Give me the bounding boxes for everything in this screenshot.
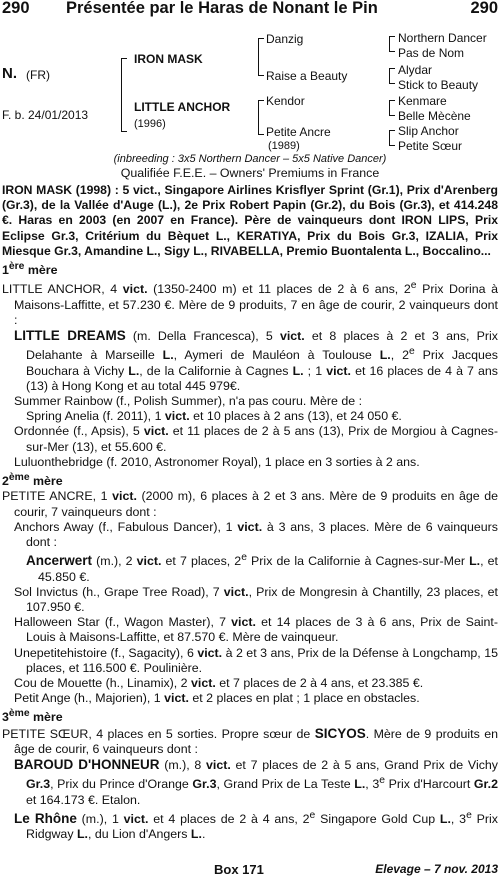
lot-number-right: 290 — [470, 0, 498, 17]
horse-birth: F. b. 24/01/2013 — [2, 108, 89, 122]
box-number: Box 171 — [214, 862, 264, 877]
gg-1: Northern Dancer — [398, 31, 487, 45]
sire-sire: Danzig — [266, 32, 304, 46]
bracket-g3 — [389, 100, 395, 116]
gg-8: Petite Sœur — [398, 139, 463, 153]
page-footer — [0, 862, 500, 878]
entry-luluonthebridge: Luluonthebridge (f. 2010, Astronomer Royal), 1 place en 3 sorties à 2 ans. — [14, 454, 420, 469]
section-third-dam: 3ème mère — [2, 708, 63, 725]
gg-3: Alydar — [398, 63, 433, 77]
qualification: Qualifiée F.E.E. – Owners' Premiums in France — [120, 166, 380, 180]
entry-sol-invictus: Sol Invictus (h., Grape Tree Road), 7 vict., Prix de Mongresin à Chantilly, 23 places, et 107.950 €. — [14, 584, 498, 614]
entry-petit-ange: Petit Ange (h., Majorien), 1 vict. et 2 places en plat ; 1 place en obstacles. — [14, 691, 420, 706]
section-second-dam: 2ème mère — [2, 472, 63, 489]
entry-petite-ancre: PETITE ANCRE, 1 vict. (2000 m), 6 places à 2 et 3 ans. Mère de 9 produits en âge de courir, 7 vainqueurs dont : — [2, 489, 498, 519]
sire-name: IRON MASK — [134, 52, 203, 66]
section-first-dam: 1ère mère — [2, 261, 58, 278]
gg-2: Pas de Nom — [398, 46, 465, 60]
bracket-dam — [258, 100, 264, 135]
dam-year: (1996) — [134, 118, 166, 130]
entry-spring-anelia: Spring Anelia (f. 2011), 1 vict. et 10 places à 2 ans (13), et 24 050 €. — [26, 409, 402, 424]
bracket-parents — [121, 58, 127, 132]
bracket-g1 — [389, 36, 395, 52]
gg-4: Stick to Beauty — [398, 78, 479, 92]
page-title: Présentée par le Haras de Nonant le Pin — [66, 0, 378, 17]
page-header — [2, 0, 498, 20]
entry-little-anchor: LITTLE ANCHOR, 4 vict. (1350-2400 m) et 11 places de 2 à 6 ans, 2e Prix Dorina à Maisons-Laffitte, et 57.230 €. Mère de 9 produits, 7 en âge de courir, 2 vainqueurs dont : — [2, 280, 498, 327]
bracket-g4 — [389, 130, 395, 146]
sire-paragraph: IRON MASK (1998) : 5 vict., Singapore Airlines Krisflyer Sprint (Gr.1), Prix d'Arenberg (Gr.3), de la Vallée d'Auge (L.), 2e Prix Robert Papin (Gr.2), du Bois (Gr.3), et 414.248 €. Haras en 2003 (en 2007 en France). Père de vainqueurs dont IRON LIPS, Prix Eclipse Gr.3, Critérium du Bèquet L., KERATIYA, Prix du Bois Gr.3, IZALIA, Prix Miesque Gr.3, Amandine L., Sigy L., RIVABELLA, Premio Buontalenta L., Boccalino... — [2, 183, 498, 258]
entry-ancerwert: Ancerwert (m.), 2 vict. et 7 places, 2e Prix de la Californie à Cagnes-sur-Mer L., et 45.850 €. — [26, 552, 498, 584]
entry-unepetitehistoire: Unepetitehistoire (f., Sagacity), 6 vict. à 2 et 3 ans, Prix de la Défense à Longchamp, 15 places, et 116.500 €. Poulinière. — [14, 645, 498, 675]
dam-name: LITTLE ANCHOR — [134, 100, 231, 114]
entry-summer-rainbow: Summer Rainbow (f., Polish Summer), n'a pas couru. Mère de : — [14, 394, 363, 409]
bracket-sire — [258, 38, 264, 76]
entry-petite-soeur: PETITE SŒUR, 4 places en 5 sorties. Propre sœur de SICYOS. Mère de 9 produits en âge de courir, 6 vainqueurs dont : — [2, 725, 498, 756]
entry-cou-de-mouette: Cou de Mouette (h., Linamix), 2 vict. et 7 places de 2 à 4 ans, et 23.385 €. — [14, 675, 424, 690]
entry-ordonnee: Ordonnée (f., Apsis), 5 vict. et 11 places de 2 à 5 ans (13), Prix de Morgiou à Cagnes-sur-Mer (13), et 55.600 €. — [14, 424, 498, 454]
gg-7: Slip Anchor — [398, 124, 459, 138]
dam-dam: Petite Ancre — [266, 125, 331, 139]
horse-name: N. — [2, 65, 17, 82]
entry-baroud-dhonneur: BAROUD D'HONNEUR (m.), 8 vict. et 7 places de 2 à 5 ans, Grand Prix de Vichy Gr.3, Prix du Prince d'Orange Gr.3, Grand Prix de La Teste L., 3e Prix d'Harcourt Gr.2 et 164.173 €. Etalon. — [14, 757, 499, 807]
entry-halloween-star: Halloween Star (f., Wagon Master), 7 vict. et 14 places de 3 à 6 ans, Prix de Saint-Louis à Maisons-Laffitte, et 87.570 €. Mère de vainqueur. — [14, 615, 498, 645]
dam-sire: Kendor — [266, 94, 305, 108]
entry-le-rhone: Le Rhône (m.), 1 vict. et 4 places de 2 à 4 ans, 2e Singapore Gold Cup L., 3e Prix Ridgway L., du Lion d'Angers L.. — [14, 809, 498, 842]
entry-anchors-away: Anchors Away (f., Fabulous Dancer), 1 vict. à 3 ans, 3 places. Mère de 6 vainqueurs dont : — [14, 519, 498, 549]
bracket-g2 — [389, 68, 395, 84]
publication-info: Elevage – 7 nov. 2013 — [375, 862, 498, 876]
gg-6: Belle Mècène — [398, 109, 471, 123]
entry-little-dreams: LITTLE DREAMS (m. Della Francesca), 5 vict. et 8 places à 2 et 3 ans, Prix Delahante à Marseille L., Aymeri de Mauléon à Toulouse L., 2e Prix Jacques Bouchara à Vichy L., de la Californie à Cagnes L. ; 1 vict. et 16 places de 4 à 7 ans (13) à Hong Kong et au total 445 979€. — [14, 328, 499, 393]
catalogue-body — [2, 183, 498, 842]
sire-dam: Raise a Beauty — [266, 69, 348, 83]
inbreeding-note: (inbreeding : 3x5 Northern Dancer – 5x5 Native Dancer) — [113, 153, 387, 165]
lot-number: 290 — [2, 0, 30, 17]
gg-5: Kenmare — [398, 94, 447, 108]
dam-dam-year: (1989) — [268, 140, 300, 152]
horse-country: (FR) — [26, 68, 50, 82]
